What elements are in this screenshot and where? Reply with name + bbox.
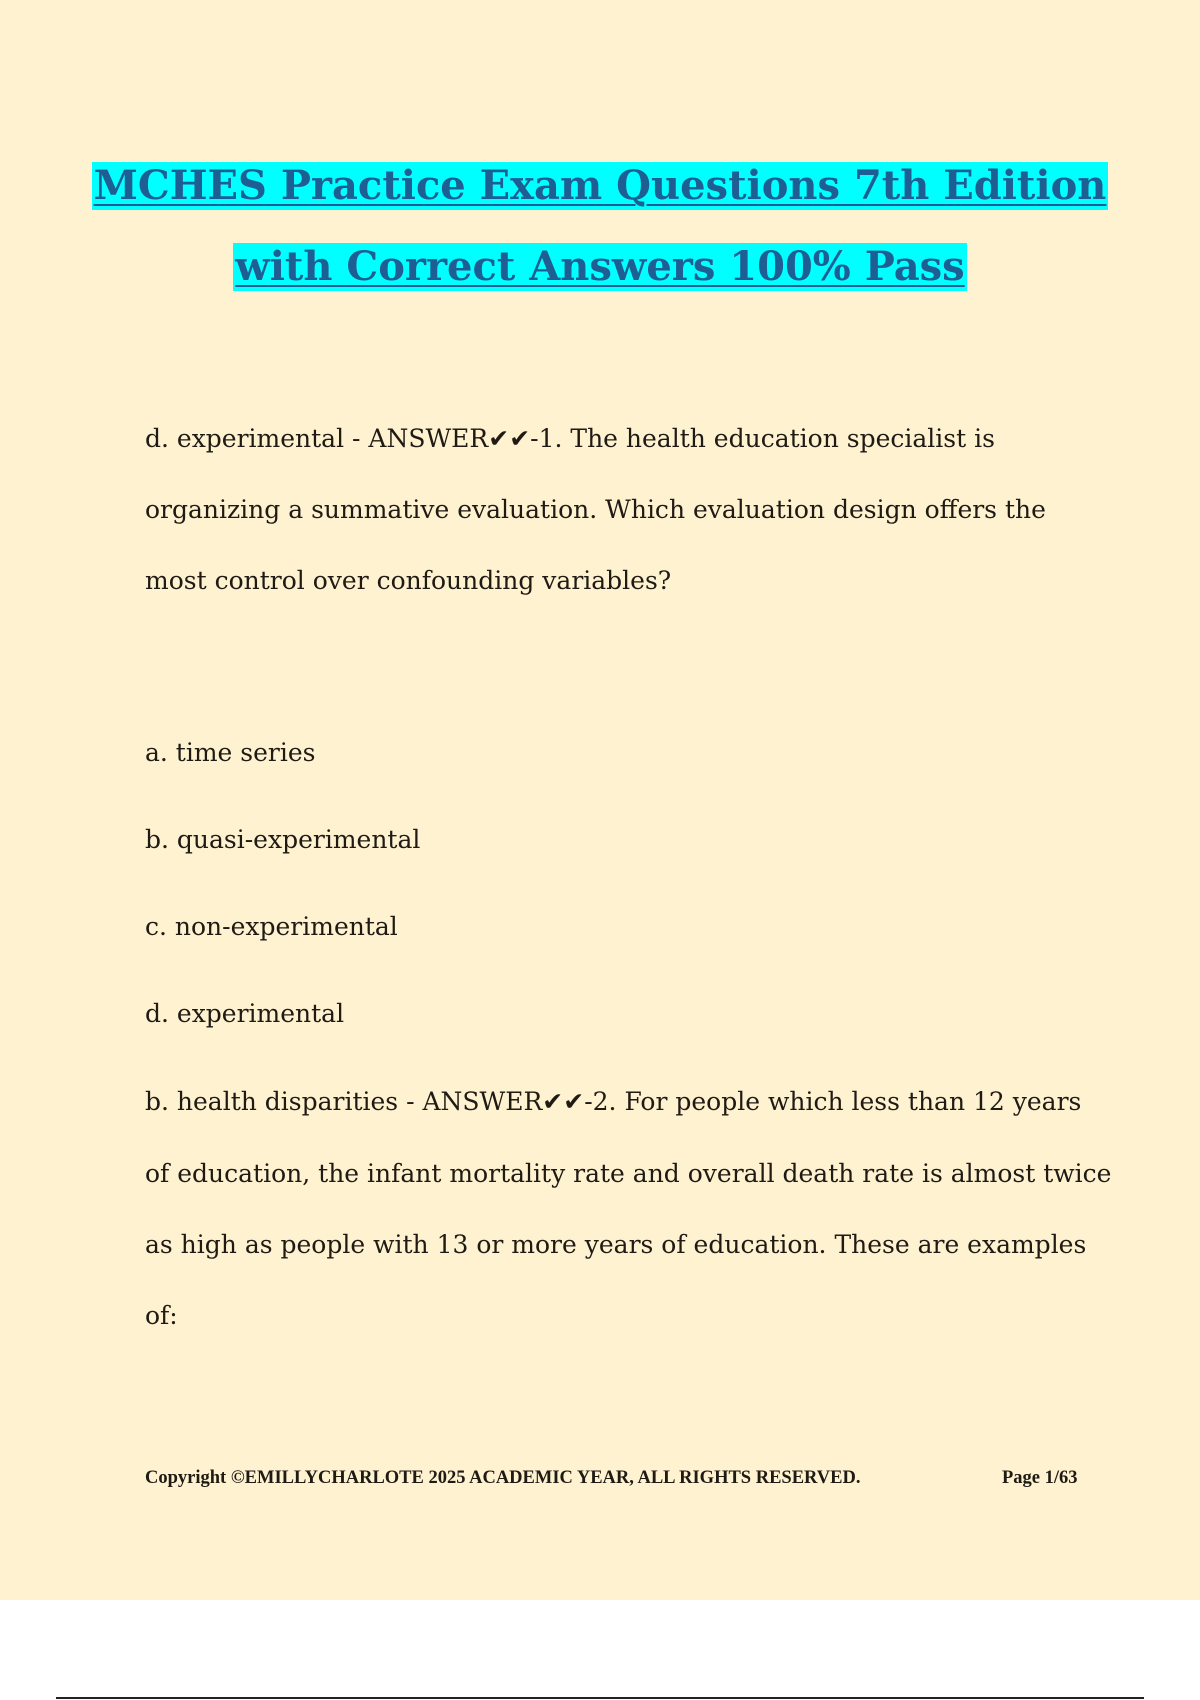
q2-line-3: as high as people with 13 or more years of education. These are examples: [145, 1230, 1087, 1259]
q1-line-2: organizing a summative evaluation. Which evaluation design offers the: [145, 495, 1046, 524]
q1-option-b: b. quasi-experimental: [145, 825, 421, 854]
q2-line-1: b. health disparities - ANSWER✔✔-2. For people which less than 12 years: [145, 1087, 1082, 1116]
q2-line-4: of:: [145, 1301, 178, 1330]
q1-option-d: d. experimental: [145, 999, 345, 1028]
q1-line-1: d. experimental - ANSWER✔✔-1. The health education specialist is: [145, 424, 995, 453]
bottom-divider: [56, 1697, 1144, 1699]
footer-copyright: Copyright ©EMILLYCHARLOTE 2025 ACADEMIC YEAR, ALL RIGHTS RESERVED.: [145, 1468, 861, 1488]
q2-line-2: of education, the infant mortality rate and overall death rate is almost twice: [145, 1159, 1112, 1188]
title-line-1: MCHES Practice Exam Questions 7th Edition: [93, 162, 1107, 209]
title-line-2: with Correct Answers 100% Pass: [235, 243, 965, 290]
q1-option-a: a. time series: [145, 738, 316, 767]
footer-page-number: Page 1/63: [1002, 1468, 1078, 1488]
q1-line-3: most control over confounding variables?: [145, 566, 672, 595]
q1-option-c: c. non-experimental: [145, 912, 398, 941]
document-title: [0, 162, 1200, 324]
